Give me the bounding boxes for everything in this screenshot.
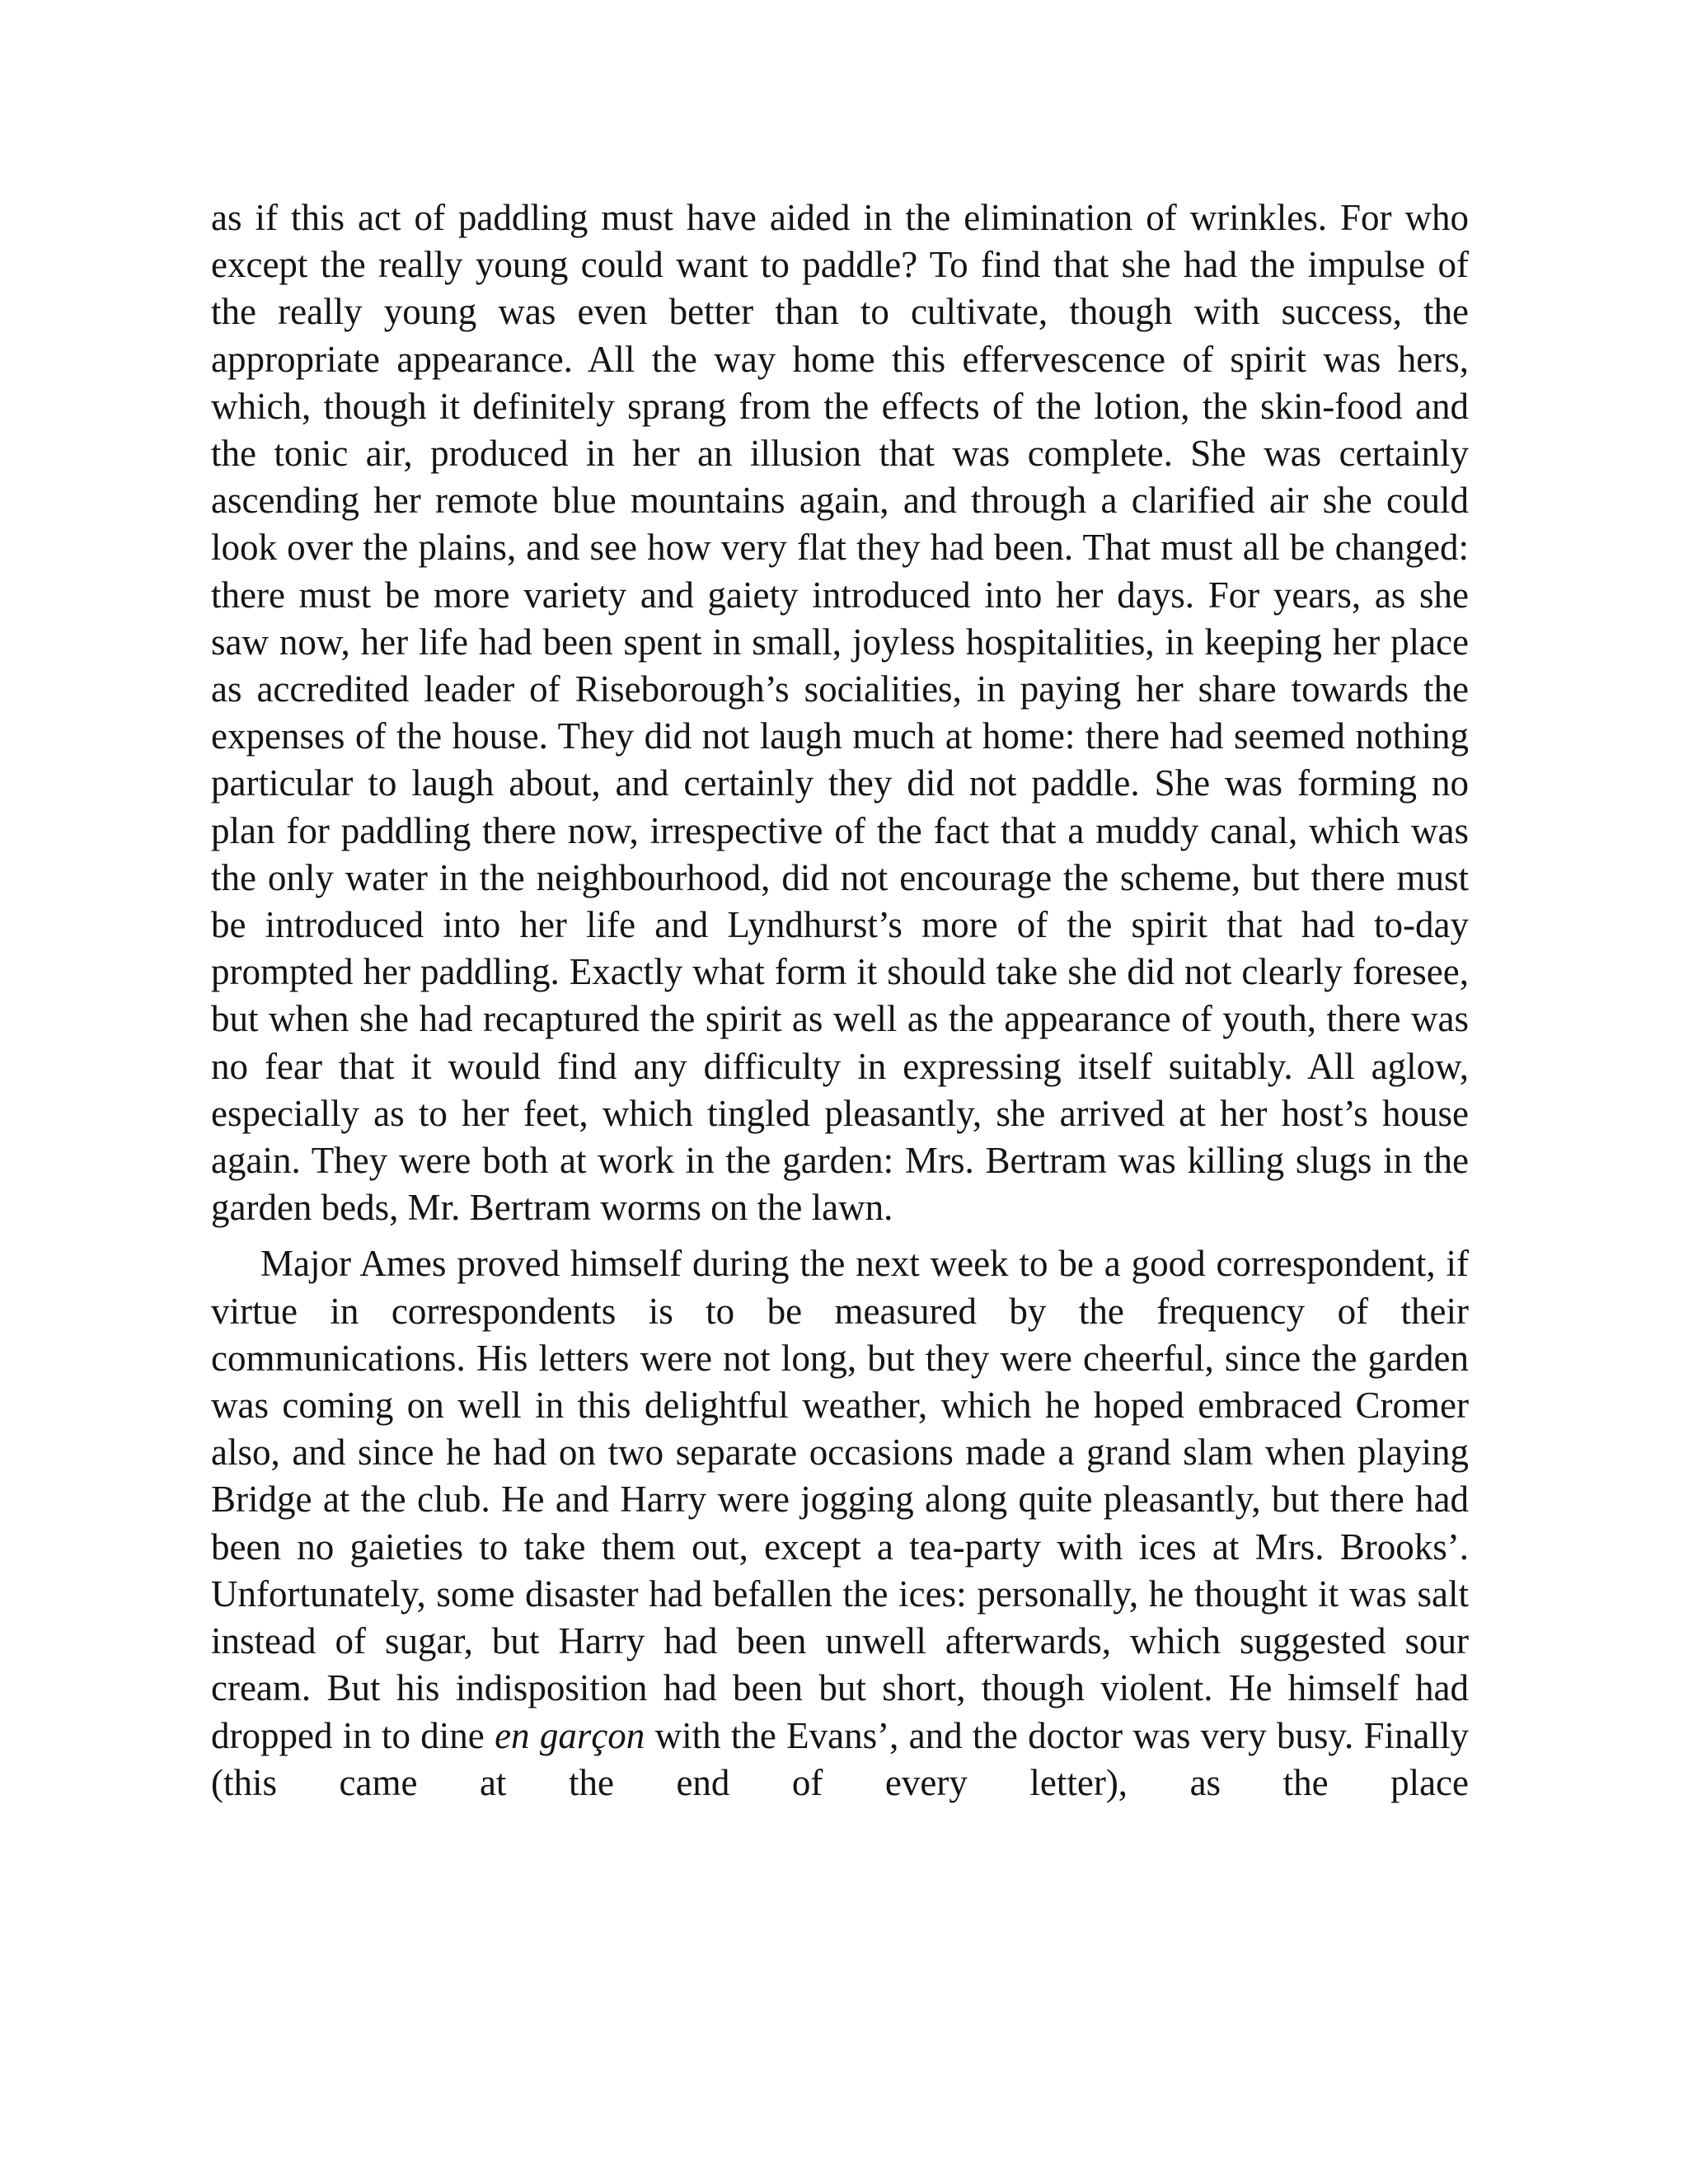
italic-phrase: en garçon [495, 1714, 645, 1756]
paragraph-text-start: Major Ames proved himself during the next week to be a good correspondent, if virtue in correspondents is to be measured by the frequency of their communications. His letters were not long, but they were cheerful, since the garden was coming on well in this delightful weather, which he hoped embraced Cromer also, and since he had on two separate occasions made a grand slam when playing Bridge at the club. He and Harry were jogging along quite pleasantly, but there had been no gaieties to take them out, except a tea-party with ices at Mrs. Brooks’. Unfortunately, some disaster had befallen the ices: personally, he thought it was salt instead of sugar, but Harry had been unwell afterwards, which suggested sour cream. But his indisposition had been but short, though violent. He himself had dropped in to dine [211, 1243, 1469, 1756]
paragraph-text-end: with the Evans’, and the doctor was very busy. Finally (this came at the end of every letter), as the place [211, 1714, 1469, 1803]
paragraph-continued [211, 194, 1469, 1231]
page-body-text [211, 194, 1469, 1807]
paragraph-major-ames [211, 1240, 1469, 1806]
paragraph-text: as if this act of paddling must have aided in the elimination of wrinkles. For who except the really young could want to paddle? To find that she had the impulse of the really young was even better than to cultivate, though with success, the appropriate appearance. All the way home this effervescence of spirit was hers, which, though it definitely sprang from the effects of the lotion, the skin-food and the tonic air, produced in her an illusion that was complete. She was certainly ascending her remote blue mountains again, and through a clarified air she could look over the plains, and see how very flat they had been. That must all be changed: there must be more variety and gaiety introduced into her days. For years, as she saw now, her life had been spent in small, joyless hospitalities, in keeping her place as accredited leader of Riseborough’s socialities, in paying her share towards the expenses of the house. They did not laugh much at home: there had seemed nothing particular to laugh about, and certainly they did not paddle. She was forming no plan for paddling there now, irrespective of the fact that a muddy canal, which was the only water in the neighbourhood, did not encourage the scheme, but there must be introduced into her life and Lyndhurst’s more of the spirit that had to-day prompted her paddling. Exactly what form it should take she did not clearly foresee, but when she had recaptured the spirit as well as the appearance of youth, there was no fear that it would find any difficulty in expressing itself suitably. All aglow, especially as to her feet, which tingled pleasantly, she arrived at her host’s house again. They were both at work in the garden: Mrs. Bertram was killing slugs in the garden beds, Mr. Bertram worms on the lawn. [211, 197, 1469, 1229]
